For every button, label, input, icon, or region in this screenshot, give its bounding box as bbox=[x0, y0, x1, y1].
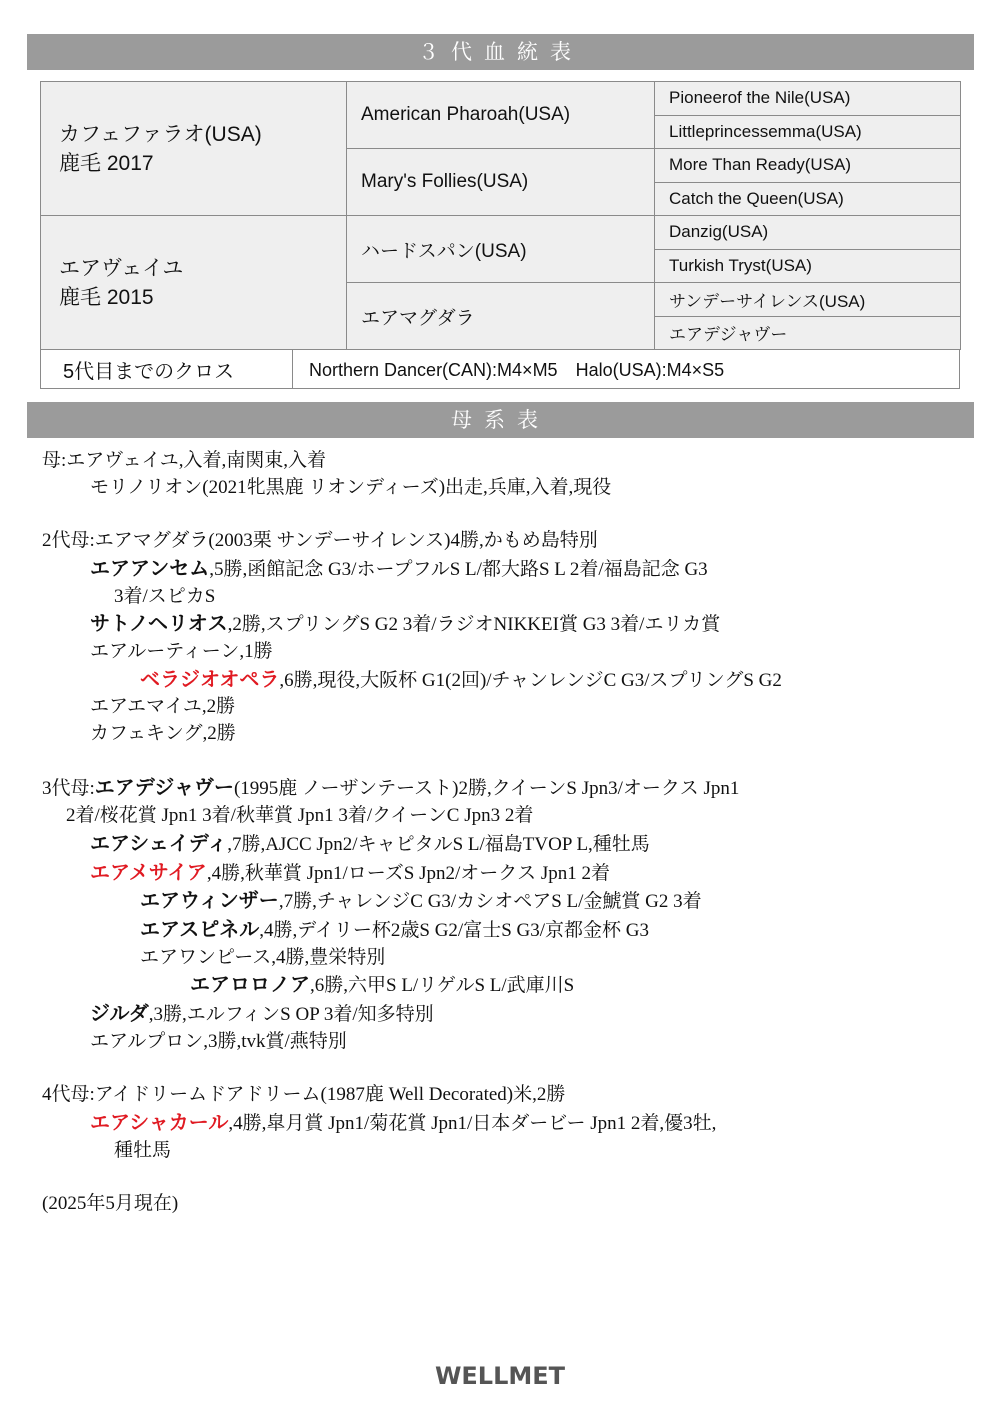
offspring-line bbox=[42, 887, 962, 916]
offspring-line bbox=[42, 666, 962, 695]
offspring-line: エアワンピース,4勝,豊栄特別 bbox=[140, 946, 386, 968]
g3-cell-1: Pioneerof the Nile(USA) bbox=[655, 82, 961, 116]
offspring-line: エアルプロン,3勝,tvk賞/燕特別 bbox=[90, 1030, 347, 1052]
horse-name-highlight: エアメサイア bbox=[90, 859, 207, 884]
record-text: ,6勝,現役,大阪杯 G1(2回)/チャンレンジC G3/スプリングS G2 bbox=[279, 669, 782, 691]
record-text: (1995鹿 ノーザンテースト)2勝,クイーンS Jpn3/オークス Jpn1 bbox=[233, 778, 740, 800]
offspring-line bbox=[42, 971, 962, 1000]
sire-cell bbox=[41, 82, 347, 216]
horse-name: ジルダ bbox=[90, 1001, 149, 1026]
offspring-line-cont: 種牡馬 bbox=[114, 1139, 172, 1161]
horse-name: エアアンセム bbox=[90, 555, 210, 580]
horse-name-highlight: ベラジオオペラ bbox=[140, 666, 280, 691]
horse-name: サトノヘリオス bbox=[90, 611, 228, 636]
horse-name-highlight: エアシャカール bbox=[90, 1109, 229, 1134]
record-text: ,7勝,AJCC Jpn2/キャピタルS L/福島TVOP L,種牡馬 bbox=[227, 833, 650, 855]
record-text: ,4勝,デイリー杯2歳S G2/富士S G3/京都金杯 G3 bbox=[259, 919, 649, 941]
dam-sire-cell: ハードスパン(USA) bbox=[347, 216, 655, 283]
g3-cell-6: Turkish Tryst(USA) bbox=[655, 249, 961, 283]
record-text: ,4勝,皐月賞 Jpn1/菊花賞 Jpn1/日本ダービー Jpn1 2着,優3牡, bbox=[228, 1112, 717, 1134]
dam-info: 鹿毛 2015 bbox=[59, 285, 154, 309]
g3-cell-5: Danzig(USA) bbox=[655, 216, 961, 250]
sire-dam-cell: Mary's Follies(USA) bbox=[347, 149, 655, 216]
g3-cell-3: More Than Ready(USA) bbox=[655, 149, 961, 183]
offspring-line bbox=[42, 610, 962, 639]
offspring-line bbox=[42, 830, 962, 859]
offspring-line: エアエマイユ,2勝 bbox=[90, 696, 236, 718]
g3-cell-4: Catch the Queen(USA) bbox=[655, 182, 961, 216]
g3-cell-2: Littleprincessemma(USA) bbox=[655, 115, 961, 149]
dam-name: エアヴェイユ bbox=[59, 256, 184, 280]
record-text: ,5勝,函館記念 G3/ホープフルS L/都大路S L 2着/福島記念 G3 bbox=[209, 558, 708, 580]
offspring-line bbox=[42, 1000, 962, 1029]
horse-name: エアスピネル bbox=[140, 916, 260, 941]
offspring-line: エアルーティーン,1勝 bbox=[90, 640, 273, 662]
family-table bbox=[42, 448, 962, 1218]
dam3-line-cont: 2着/桜花賞 Jpn1 3着/秋華賞 Jpn1 3着/クイーンC Jpn3 2着 bbox=[66, 805, 534, 827]
horse-name: エアウィンザー bbox=[140, 888, 279, 913]
g3-cell-7: サンデーサイレンス(USA) bbox=[655, 283, 961, 317]
dam3-line bbox=[42, 774, 962, 803]
horse-name: エアシェイディ bbox=[90, 830, 228, 855]
cross-label: 5代目までのクロス bbox=[41, 350, 293, 389]
family-section-header: 母系表 bbox=[27, 402, 974, 438]
pedigree-section-header: ３代血統表 bbox=[27, 34, 974, 70]
g3-cell-8: エアデジャヴー bbox=[655, 316, 961, 350]
dam-cell bbox=[41, 216, 347, 350]
dam3-prefix: 3代母: bbox=[42, 778, 95, 800]
cross-value: Northern Dancer(CAN):M4×M5 Halo(USA):M4×S5 bbox=[293, 350, 960, 389]
offspring-line bbox=[42, 916, 962, 945]
offspring-line bbox=[42, 1109, 962, 1138]
offspring-line bbox=[42, 555, 962, 584]
dam-dam-cell: エアマグダラ bbox=[347, 283, 655, 350]
sire-sire-cell: American Pharoah(USA) bbox=[347, 82, 655, 149]
record-text: ,4勝,秋華賞 Jpn1/ローズS Jpn2/オークス Jpn1 2着 bbox=[206, 862, 610, 884]
record-text: ,7勝,チャレンジC G3/カシオペアS L/金鯱賞 G2 3着 bbox=[278, 891, 702, 913]
sire-name: カフェファラオ(USA) bbox=[59, 122, 262, 146]
horse-name: エアロロノア bbox=[190, 972, 310, 997]
dam4-line: 4代母:アイドリームドアドリーム(1987鹿 Well Decorated)米,2勝 bbox=[42, 1084, 566, 1106]
offspring-line: カフェキング,2勝 bbox=[90, 723, 236, 745]
sire-info: 鹿毛 2017 bbox=[59, 151, 154, 175]
dam2-line: 2代母:エアマグダラ(2003栗 サンデーサイレンス)4勝,かもめ島特別 bbox=[42, 530, 598, 552]
wellmet-logo: WELLMET bbox=[434, 1362, 566, 1390]
dam1-line: 母:エアヴェイユ,入着,南関東,入着 bbox=[42, 450, 327, 471]
inbreeding-cross-table bbox=[40, 349, 960, 389]
record-text: ,6勝,六甲S L/リゲルS L/武庫川S bbox=[310, 975, 575, 997]
pedigree-table bbox=[40, 81, 961, 350]
offspring-line-cont: 3着/スピカS bbox=[114, 585, 216, 607]
as-of-date: (2025年5月現在) bbox=[42, 1192, 179, 1214]
horse-name: エアデジャヴー bbox=[94, 775, 234, 800]
record-text: ,3勝,エルフィンS OP 3着/知多特別 bbox=[148, 1004, 434, 1026]
dam1-offspring-line: モリノリオン(2021牝黒鹿 リオンディーズ)出走,兵庫,入着,現役 bbox=[90, 476, 612, 498]
record-text: ,2勝,スプリングS G2 3着/ラジオNIKKEI賞 G3 3着/エリカ賞 bbox=[227, 614, 721, 636]
offspring-line bbox=[42, 859, 962, 888]
